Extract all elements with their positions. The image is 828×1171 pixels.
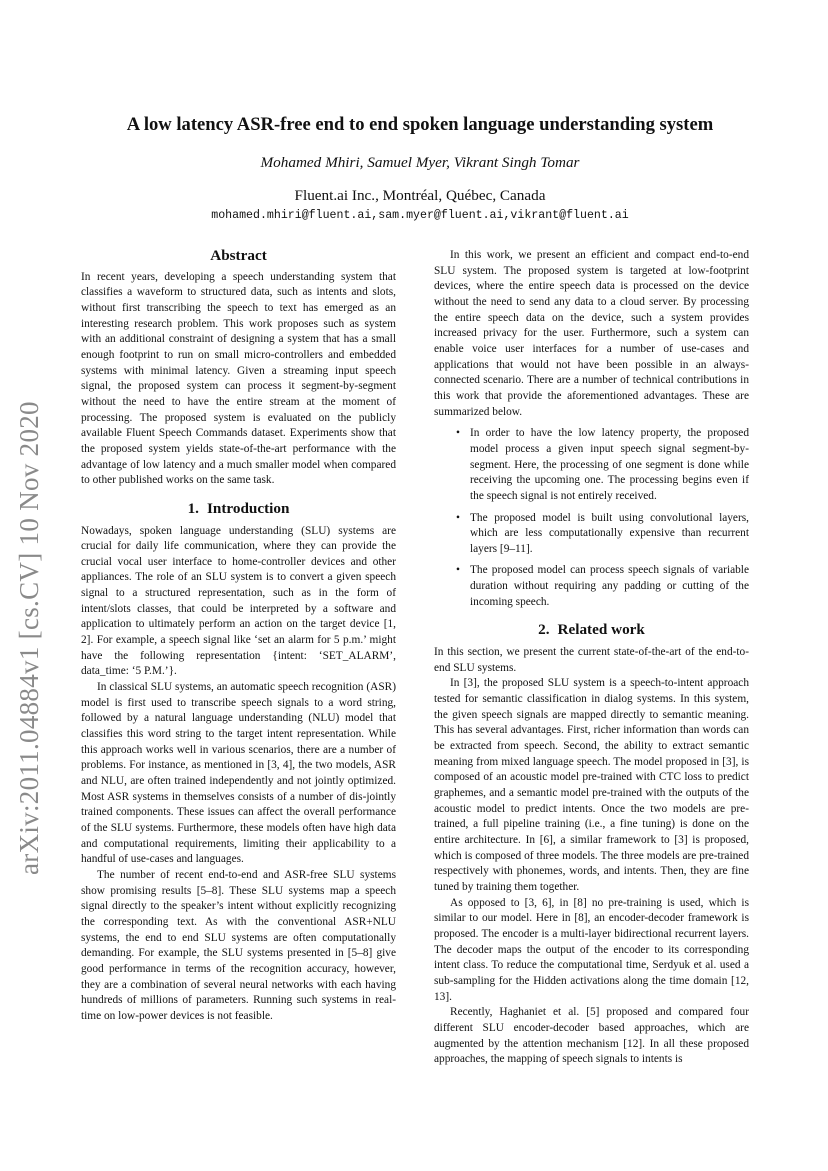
- contribution-list: [434, 426, 749, 610]
- right-column: [434, 248, 749, 1068]
- section-title: Introduction: [206, 499, 290, 517]
- bullet-icon: •: [456, 427, 460, 440]
- section-heading-introduction: [81, 501, 396, 517]
- contribution-paragraph: In this work, we present an efficient and compact end-to-end SLU system. The proposed system is targeted at low-footprint devices, where the entire speech data is processed on the device without the need to send any data to a cloud server. By processing the entire speech data on the device, such a system provides increased privacy for the user. Furthermore, such a system can enable voice user interfaces for a number of use-cases and applications that would not have been possible in an always-connected scenario. There are a number of technical contributions in this work that provide the aforementioned advantages. These are summarized below.: [434, 249, 749, 418]
- left-column: [81, 248, 396, 1025]
- section-title: Related work: [557, 621, 645, 639]
- list-item: [456, 426, 749, 504]
- bullet-icon: •: [456, 511, 460, 524]
- related-paragraph: Recently, Haghaniet et al. [5] proposed and compared four different SLU encoder-decoder based approaches, which are augmented by the attention mechanism [12]. In all these proposed approaches, the mapping of speech signals to intents is: [434, 1006, 749, 1066]
- list-item: [456, 511, 749, 558]
- paper-title: A low latency ASR-free end to end spoken language understanding system: [126, 114, 714, 135]
- bullet-icon: •: [456, 564, 460, 577]
- affiliation: Fluent.ai Inc., Montréal, Québec, Canada: [294, 187, 546, 204]
- author-emails[interactable]: mohamed.mhiri@fluent.ai,sam.myer@fluent.ai,vikrant@fluent.ai: [211, 209, 629, 222]
- intro-paragraph: The number of recent end-to-end and ASR-free SLU systems show promising results [5–8]. These SLU systems map a speech signal directly to the speaker’s intent without explicitly recognizing the corresponding text. As with the conventional ASR+NLU systems, the end to end SLU systems are often computationally demanding. For example, the SLU systems presented in [5–8] give good performance in terms of the recognition accuracy, however, they are a combination of several neural networks with each having hundreds of millions of parameters. Running such systems in real-time on low-power devices is not feasible.: [81, 868, 396, 1022]
- related-paragraph: In [3], the proposed SLU system is a speech-to-intent approach tested for semantic classification in dialog systems. In this system, the given speech signals are mapped directly to semantic meaning. This has several advantages. First, richer information than words can be extracted from speech. Second, the ability to extract semantic meaning from mixed language speech. The model proposed in [3], is composed of an acoustic model pre-trained with CTC loss to predict graphemes, and a semantic model pre-trained with the outputs of the acoustic model to predict intents. Once the two models are pre-trained, a full pipeline training (i.e., a fine tuning) is done on the entire architecture. In [6], a similar framework to [3] is proposed, which is composed of three models. The three models are pre-trained respectively with phonemes, words, and intents. Then, they are fine tuned by training them together.: [434, 677, 749, 893]
- list-item-text: In order to have the low latency property, the proposed model process a given input speech signal segment-by-segment. Here, the processing of one segment is done while receiving the upcoming one. The processing begins even if the speech signal is not entirely received.: [470, 427, 749, 502]
- section-number: 2.: [538, 621, 550, 639]
- intro-paragraph: Nowadays, spoken language understanding (SLU) systems are crucial for daily life communication, where they can provide the crucial vocal user interface to home-controller devices and other appliances. The role of an SLU system is to convert a given speech signal to a structured representation, such as in the form of intent/slots classes, that could be interpreted by a software and application to ultimately perform an action on the target device [1, 2]. For example, a speech signal like ‘set an alarm for 5 p.m.’ might have the following representation {intent: ‘SET_ALARM’, data_time: ‘5 P.M.’}.: [81, 524, 396, 678]
- list-item-text: The proposed model can process speech signals of variable duration without requiring any padding or cutting of the incoming speech.: [470, 564, 749, 608]
- related-paragraph: As opposed to [3, 6], in [8] no pre-training is used, which is similar to our model. Here in [8], an encoder-decoder framework is proposed. The encoder is a multi-layer bidirectional recurrent layers. The decoder maps the output of the encoder to its corresponding intent class. To reduce the computational time, Serdyuk et al. used a sub-sampling for the Hidden activations along the time domain [12, 13].: [434, 896, 749, 1003]
- intro-paragraph: In classical SLU systems, an automatic speech recognition (ASR) model is first used to transcribe speech signals to a word string, followed by a natural language understanding (NLU) model that classifies this word string to the target intent representation. While this approach works well in various scenarios, there are a number of problems. For instance, as mentioned in [3, 4], the two models, ASR and NLU, are often trained independently and not jointly optimized. Most ASR systems in themselves consists of a number of dis-jointly trained components. These issues can affect the overall performance of the SLU systems. Furthermore, these models often have high data and computational requirements, limiting their applicability to a handful of use-cases and languages.: [81, 681, 396, 866]
- author-list: Mohamed Mhiri, Samuel Myer, Vikrant Singh Tomar: [260, 154, 580, 171]
- list-item-text: The proposed model is built using convolutional layers, which are less computationally expensive than recurrent layers [9–11].: [470, 511, 749, 555]
- abstract-text: In recent years, developing a speech understanding system that classifies a waveform to structured data, such as intents and slots, without first transcribing the speech to text has emerged as an interesting research problem. This work proposes such as system with an additional constraint of designing a system that has a small enough footprint to run on small micro-controllers and embedded systems with minimal latency. Given a streaming input speech signal, the proposed system can process it segment-by-segment without the need to have the entire stream at the moment of processing. The proposed system is evaluated on the publicly available Fluent Speech Commands dataset. Experiments show that the proposed system yields state-of-the-art performance with the advantage of low latency and a much smaller model when compared to other published works on the same task.: [81, 270, 396, 487]
- abstract-heading: Abstract: [210, 247, 267, 264]
- section-heading-related-work: [434, 622, 749, 638]
- arxiv-identifier[interactable]: arXiv:2011.04884v1 [cs.CV] 10 Nov 2020: [14, 401, 44, 875]
- list-item: [456, 563, 749, 610]
- section-number: 1.: [187, 499, 199, 517]
- related-paragraph: In this section, we present the current state-of-the-art of the end-to-end SLU systems.: [434, 646, 749, 674]
